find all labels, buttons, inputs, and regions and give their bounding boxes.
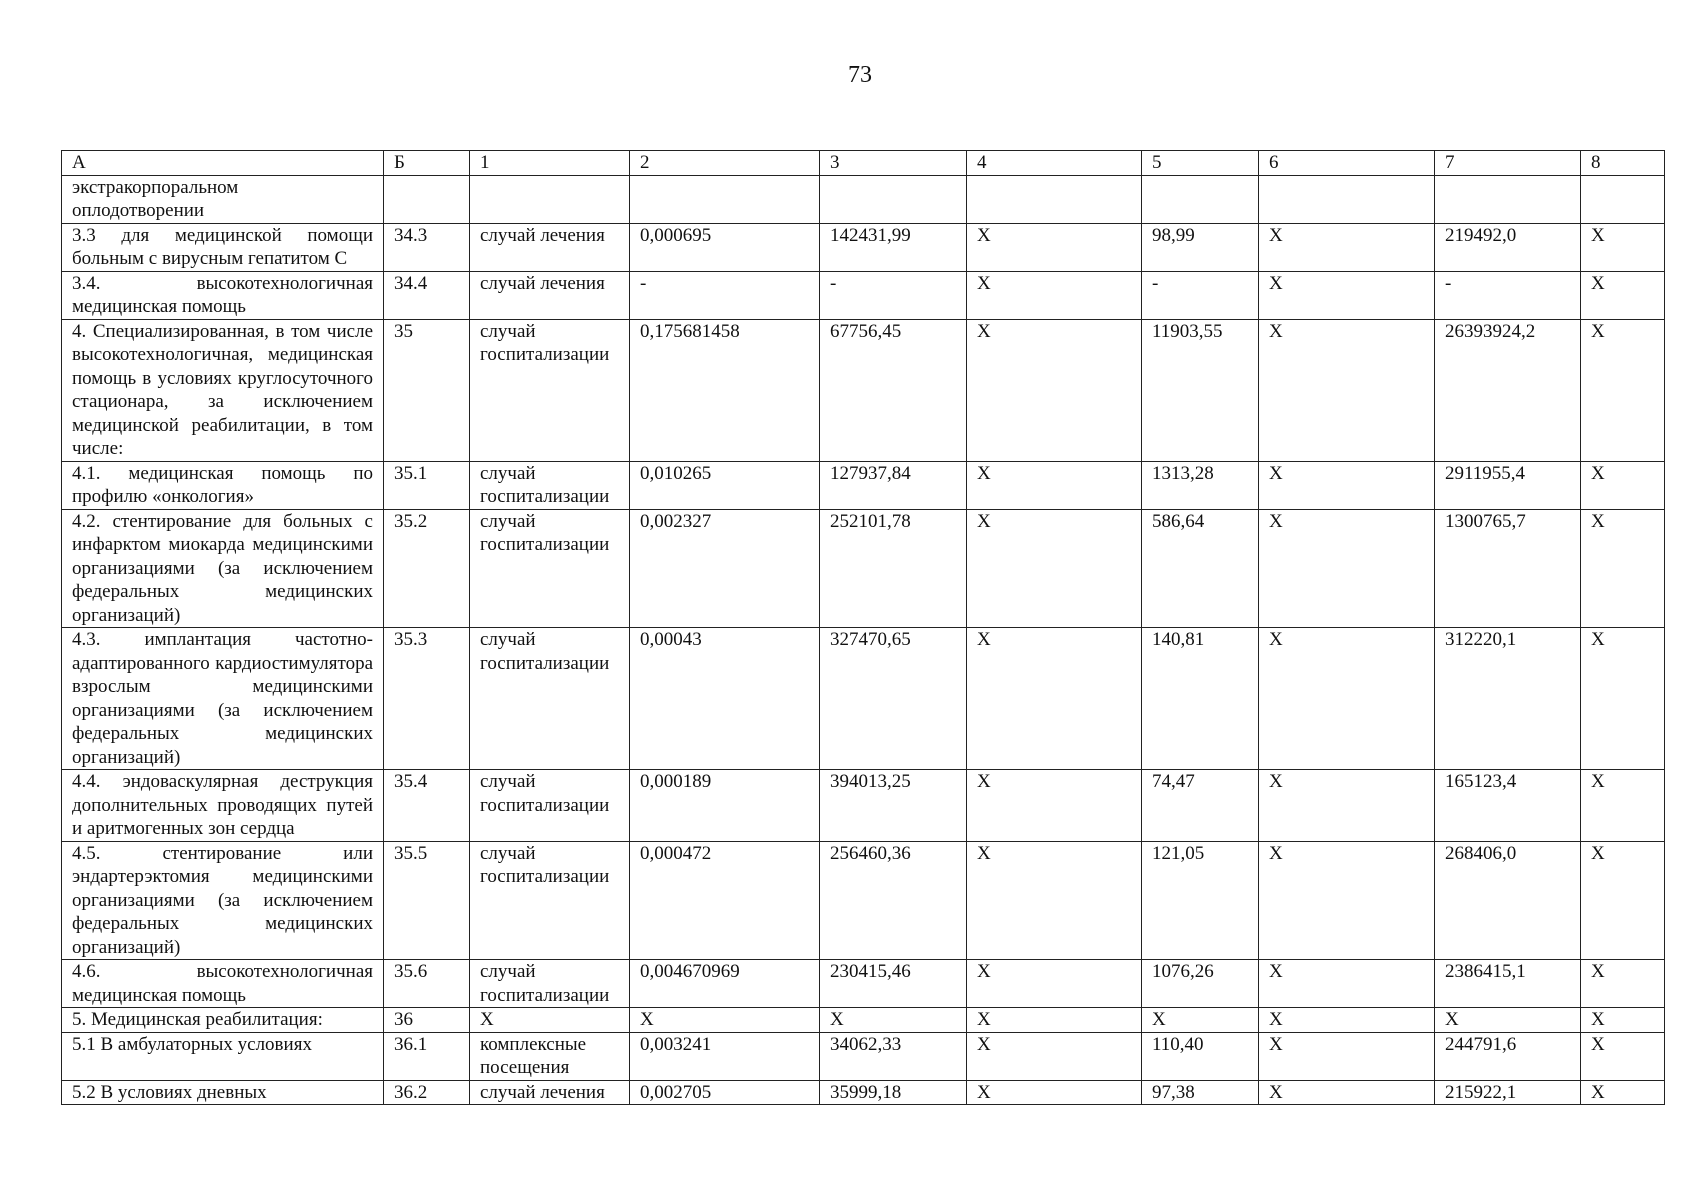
table-cell: Х (967, 770, 1142, 842)
table-cell: 0,002327 (630, 509, 820, 628)
table-cell: 256460,36 (820, 841, 967, 960)
table-row (62, 271, 1665, 319)
page-number: 73 (848, 62, 872, 88)
table-cell: 35.4 (384, 770, 470, 842)
table-cell: Х (1581, 770, 1665, 842)
table-cell: Х (1435, 1008, 1581, 1033)
header-cell: 1 (470, 151, 630, 176)
table-cell: Х (967, 960, 1142, 1008)
table-cell-description: 3.3 для медицинской помощи больным с вирусным гепатитом С (62, 223, 384, 271)
table-cell: случай госпитализации (470, 319, 630, 461)
table-cell: Х (1581, 509, 1665, 628)
table-cell (384, 175, 470, 223)
table-cell: 586,64 (1142, 509, 1259, 628)
table-cell-description: 4.1. медицинская помощь по профилю «онкология» (62, 461, 384, 509)
table-cell: 110,40 (1142, 1032, 1259, 1080)
table-cell: 1076,26 (1142, 960, 1259, 1008)
table-cell-description: 5.1 В амбулаторных условиях (62, 1032, 384, 1080)
table-cell: 98,99 (1142, 223, 1259, 271)
table-cell: Х (967, 461, 1142, 509)
table-cell: Х (1259, 1032, 1435, 1080)
table-cell: Х (967, 1032, 1142, 1080)
table-cell: 1313,28 (1142, 461, 1259, 509)
table-body (62, 175, 1665, 1105)
table-header (62, 151, 1665, 176)
table-cell: 35 (384, 319, 470, 461)
table-cell: случай лечения (470, 223, 630, 271)
table-cell: Х (1142, 1008, 1259, 1033)
table-row (62, 509, 1665, 628)
table-cell: 0,000189 (630, 770, 820, 842)
table-cell: 165123,4 (1435, 770, 1581, 842)
header-cell: 3 (820, 151, 967, 176)
table-cell: 0,003241 (630, 1032, 820, 1080)
header-cell: 7 (1435, 151, 1581, 176)
table-cell: Х (967, 1080, 1142, 1105)
table-cell: - (630, 271, 820, 319)
table-cell: 34.4 (384, 271, 470, 319)
table-cell: 34062,33 (820, 1032, 967, 1080)
table-cell: Х (1259, 509, 1435, 628)
table-row (62, 223, 1665, 271)
table-cell: 35.6 (384, 960, 470, 1008)
table-cell: 219492,0 (1435, 223, 1581, 271)
table-cell: - (1142, 271, 1259, 319)
table-cell: 2911955,4 (1435, 461, 1581, 509)
table-cell: Х (1581, 841, 1665, 960)
table-cell: 97,38 (1142, 1080, 1259, 1105)
table-cell: Х (1259, 770, 1435, 842)
table-row (62, 175, 1665, 223)
header-cell: А (62, 151, 384, 176)
table-cell: 312220,1 (1435, 628, 1581, 770)
table-row (62, 319, 1665, 461)
table-cell: Х (967, 223, 1142, 271)
table-cell: - (820, 271, 967, 319)
table-cell: Х (967, 319, 1142, 461)
table-cell (820, 175, 967, 223)
table-cell: случай госпитализации (470, 461, 630, 509)
table-cell: 127937,84 (820, 461, 967, 509)
table-cell: Х (1259, 271, 1435, 319)
table-cell: 0,00043 (630, 628, 820, 770)
table-cell: Х (1259, 461, 1435, 509)
table-cell: случай лечения (470, 1080, 630, 1105)
table-cell: Х (967, 628, 1142, 770)
table-cell: Х (1259, 1080, 1435, 1105)
table-row (62, 841, 1665, 960)
data-table (61, 150, 1665, 1105)
table-cell: Х (1259, 628, 1435, 770)
table-cell: Х (967, 509, 1142, 628)
table-cell: Х (1259, 960, 1435, 1008)
table-cell-description: 4.2. стентирование для больных с инфарктом миокарда медицинскими организациями (за исключением федеральных медицинских организаций) (62, 509, 384, 628)
table-cell: Х (967, 271, 1142, 319)
table-cell: 327470,65 (820, 628, 967, 770)
table-cell (630, 175, 820, 223)
table-cell: 244791,6 (1435, 1032, 1581, 1080)
table-cell: Х (1581, 1008, 1665, 1033)
table-cell (470, 175, 630, 223)
table-cell (1259, 175, 1435, 223)
header-row (62, 151, 1665, 176)
table-cell: 121,05 (1142, 841, 1259, 960)
table-cell: 35.3 (384, 628, 470, 770)
header-cell: 6 (1259, 151, 1435, 176)
table-cell: Х (1259, 1008, 1435, 1033)
table-cell: 394013,25 (820, 770, 967, 842)
table-cell: Х (1581, 960, 1665, 1008)
table-cell: 2386415,1 (1435, 960, 1581, 1008)
table-cell: случай госпитализации (470, 509, 630, 628)
table-cell: 0,004670969 (630, 960, 820, 1008)
table-cell: Х (1259, 319, 1435, 461)
table-cell-description: 3.4. высокотехнологичная медицинская помощь (62, 271, 384, 319)
table-cell: 1300765,7 (1435, 509, 1581, 628)
table-cell: 11903,55 (1142, 319, 1259, 461)
table-cell-description: 4.6. высокотехнологичная медицинская помощь (62, 960, 384, 1008)
table-cell: 36.2 (384, 1080, 470, 1105)
table-cell: Х (1581, 628, 1665, 770)
table-cell: Х (1259, 841, 1435, 960)
table-cell: 140,81 (1142, 628, 1259, 770)
table-cell: Х (1581, 271, 1665, 319)
table-cell: случай госпитализации (470, 770, 630, 842)
table-cell: 0,175681458 (630, 319, 820, 461)
table-row (62, 1032, 1665, 1080)
table-cell: - (1435, 271, 1581, 319)
table-cell: 67756,45 (820, 319, 967, 461)
table-row (62, 770, 1665, 842)
table-cell: Х (820, 1008, 967, 1033)
table-cell: Х (1581, 319, 1665, 461)
header-cell: 8 (1581, 151, 1665, 176)
table-cell: Х (1581, 461, 1665, 509)
table-cell-description: 5. Медицинская реабилитация: (62, 1008, 384, 1033)
table-cell: 252101,78 (820, 509, 967, 628)
table-cell: Х (967, 1008, 1142, 1033)
header-cell: 5 (1142, 151, 1259, 176)
table-row (62, 1080, 1665, 1105)
header-cell: Б (384, 151, 470, 176)
table-cell (967, 175, 1142, 223)
table-row (62, 1008, 1665, 1033)
table-cell: Х (630, 1008, 820, 1033)
table-cell: 35.2 (384, 509, 470, 628)
table-cell: Х (1581, 1032, 1665, 1080)
table-cell: Х (967, 841, 1142, 960)
table-cell: 26393924,2 (1435, 319, 1581, 461)
table-cell-description: 5.2 В условиях дневных (62, 1080, 384, 1105)
table-cell-description: экстракорпоральном оплодотворении (62, 175, 384, 223)
table-cell-description: 4. Специализированная, в том числе высокотехнологичная, медицинская помощь в условиях круглосуточного стационара, за исключением медицинской реабилитации, в том числе: (62, 319, 384, 461)
table-cell: 0,000695 (630, 223, 820, 271)
table-cell (1581, 175, 1665, 223)
table-cell: 35.1 (384, 461, 470, 509)
table-cell: 230415,46 (820, 960, 967, 1008)
table-row (62, 628, 1665, 770)
table-cell-description: 4.3. имплантация частотно-адаптированного кардиостимулятора взрослым медицинскими организациями (за исключением федеральных медицинских организаций) (62, 628, 384, 770)
table-cell: 36 (384, 1008, 470, 1033)
table-cell: 34.3 (384, 223, 470, 271)
table-row (62, 461, 1665, 509)
table-cell: 268406,0 (1435, 841, 1581, 960)
table-cell-description: 4.4. эндоваскулярная деструкция дополнительных проводящих путей и аритмогенных зон сердца (62, 770, 384, 842)
table-cell: 36.1 (384, 1032, 470, 1080)
table-cell: Х (1581, 223, 1665, 271)
table-cell: Х (470, 1008, 630, 1033)
header-cell: 4 (967, 151, 1142, 176)
table-cell: Х (1259, 223, 1435, 271)
table-cell: 215922,1 (1435, 1080, 1581, 1105)
table-cell: 0,002705 (630, 1080, 820, 1105)
table-cell: случай госпитализации (470, 960, 630, 1008)
table-cell: комплексные посещения (470, 1032, 630, 1080)
table-cell: случай госпитализации (470, 841, 630, 960)
table-row (62, 960, 1665, 1008)
table-cell: 0,000472 (630, 841, 820, 960)
table-cell: 0,010265 (630, 461, 820, 509)
table-cell: 142431,99 (820, 223, 967, 271)
table-cell: Х (1581, 1080, 1665, 1105)
table-cell: случай госпитализации (470, 628, 630, 770)
table-cell: 35.5 (384, 841, 470, 960)
table-cell: 35999,18 (820, 1080, 967, 1105)
table-cell-description: 4.5. стентирование или эндартерэктомия медицинскими организациями (за исключением федеральных медицинских организаций) (62, 841, 384, 960)
header-cell: 2 (630, 151, 820, 176)
table-cell (1435, 175, 1581, 223)
table-cell (1142, 175, 1259, 223)
table-cell: случай лечения (470, 271, 630, 319)
table-cell: 74,47 (1142, 770, 1259, 842)
